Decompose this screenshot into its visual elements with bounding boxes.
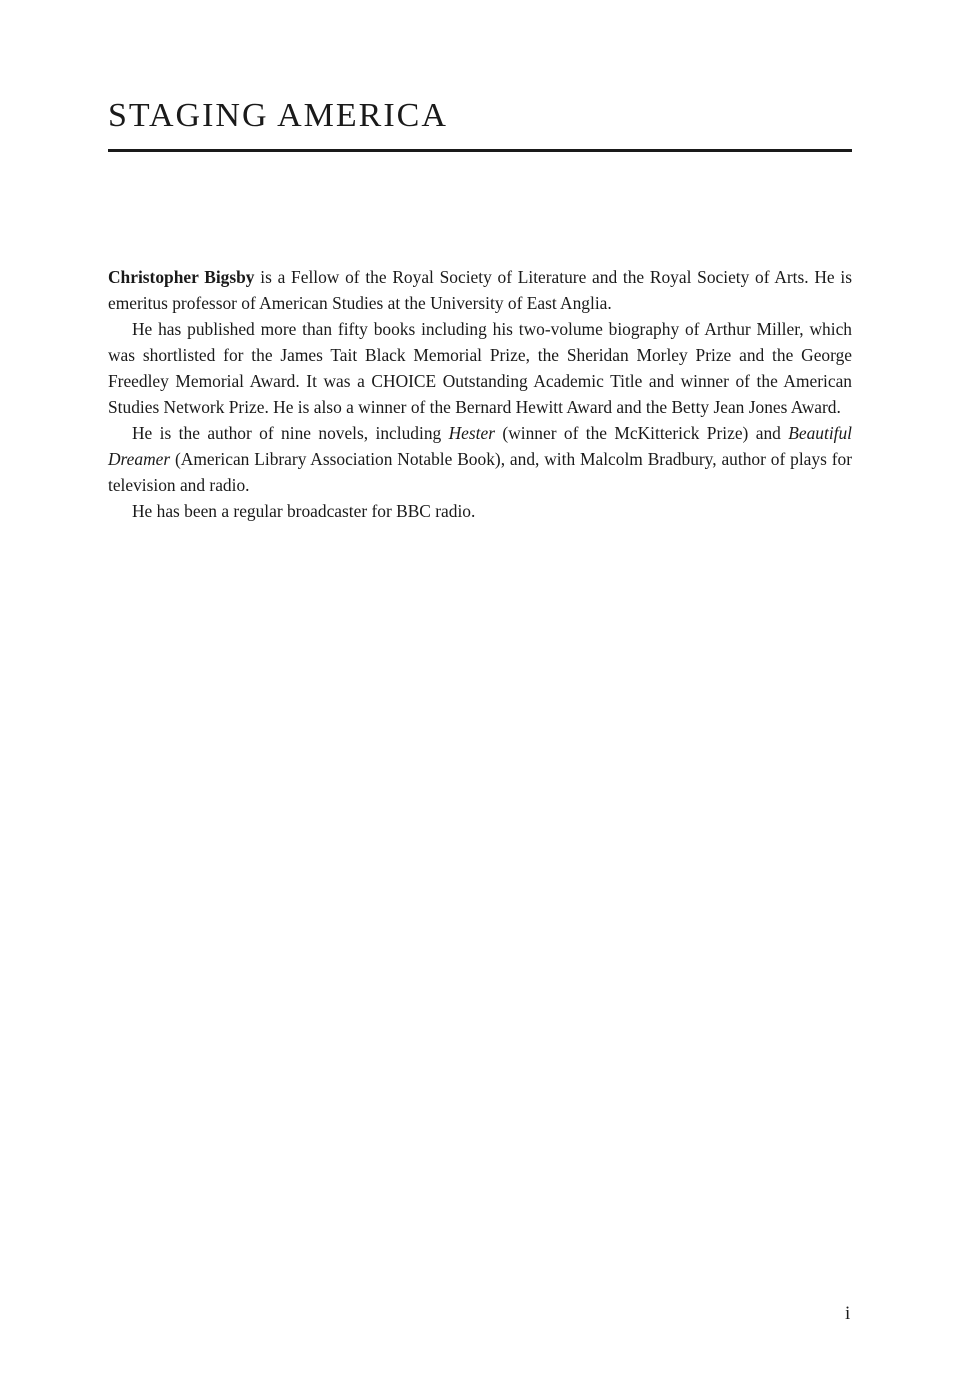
bio-paragraph-3 <box>108 420 852 498</box>
page-number: i <box>845 1303 851 1324</box>
author-name: Christopher Bigsby <box>108 267 255 287</box>
author-bio <box>108 264 852 524</box>
bio-paragraph-3-text-after: (American Library Association Notable Book), and, with Malcolm Bradbury, author of plays for television and radio. <box>108 449 852 495</box>
bio-paragraph-3-text-before: He is the author of nine novels, including <box>132 423 449 443</box>
book-title-beautiful-dreamer: Beautiful Dreamer <box>108 423 853 469</box>
bio-paragraph-3-text-middle: (winner of the McKitterick Prize) and <box>495 423 789 443</box>
series-title: STAGING AMERICA <box>108 97 448 134</box>
bio-paragraph-4: He has been a regular broadcaster for BBC radio. <box>132 501 476 521</box>
bio-paragraph-2: He has published more than fifty books including his two-volume biography of Arthur Miller, which was shortlisted for the James Tait Black Memorial Prize, the Sheridan Morley Prize and the George Freedley Memorial Award. It was a CHOICE Outstanding Academic Title and winner of the American Studies Network Prize. He is also a winner of the Bernard Hewitt Award and the Betty Jean Jones Award. <box>108 319 852 417</box>
bio-paragraph-1 <box>108 264 852 316</box>
bio-paragraph-1-text: is a Fellow of the Royal Society of Literature and the Royal Society of Arts. He is emeritus professor of American Studies at the University of East Anglia. <box>108 267 852 313</box>
book-title-hester: Hester <box>448 423 495 443</box>
title-rule <box>108 149 852 152</box>
